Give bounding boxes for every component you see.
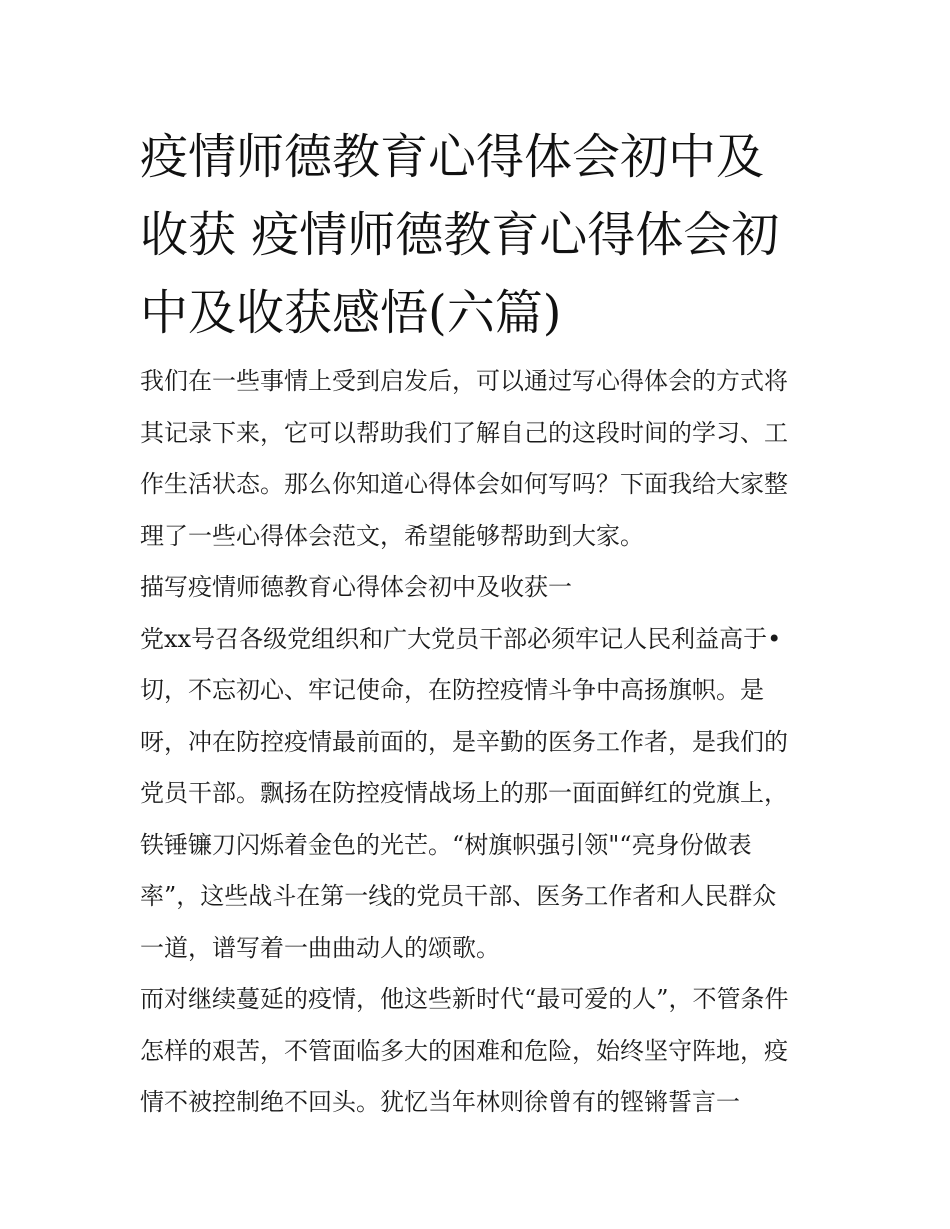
body-line: 怎样的艰苦，不管面临多大的困难和危险，始终坚守阵地，疫: [140, 1036, 788, 1065]
section-heading: 描写疫情师德教育心得体会初中及收获一: [140, 573, 572, 601]
title-line: 中及收获感悟(六篇): [140, 285, 562, 341]
title-line: 收获 疫情师德教育心得体会初: [140, 207, 780, 263]
body-line: 铁锤镰刀闪烁着金色的光芒。“树旗帜强引领"“亮身份做表: [140, 830, 752, 859]
body-line: 率”，这些战斗在第一线的党员干部、医务工作者和人民群众: [140, 882, 777, 910]
body-line: 党xx号召各级党组织和广大党员干部必须牢记人民利益高于•: [140, 624, 782, 653]
document-title: [140, 118, 820, 352]
body-line: 我们在一些事情上受到启发后，可以通过写心得体会的方式将: [140, 367, 788, 395]
body-line: 而对继续蔓延的疫情，他这些新时代“最可爱的人”，不管条件: [140, 985, 789, 1013]
document-body: [140, 356, 820, 1129]
body-line: 其记录下来，它可以帮助我们了解自己的这段时间的学习、工: [140, 418, 788, 447]
title-line: 疫情师德教育心得体会初中及: [140, 129, 765, 185]
body-line: 理了一些心得体会范文，希望能够帮助到大家。: [140, 521, 644, 550]
body-line: 党员干部。飘扬在防控疫情战场上的那一面面鲜红的党旗上，: [140, 779, 788, 807]
body-line: 呀，冲在防控疫情最前面的，是辛勤的医务工作者，是我们的: [140, 727, 788, 756]
body-line: 作生活状态。那么你知道心得体会如何写吗？下面我给大家整: [140, 470, 788, 498]
body-line: 情不被控制绝不回头。犹忆当年林则徐曾有的铿锵誓言一: [140, 1088, 740, 1116]
body-line: 一道，谱写着一曲曲动人的颂歌。: [140, 933, 500, 962]
body-line: 切，不忘初心、牢记使命，在防控疫情斗争中高扬旗帜。是: [140, 676, 764, 704]
